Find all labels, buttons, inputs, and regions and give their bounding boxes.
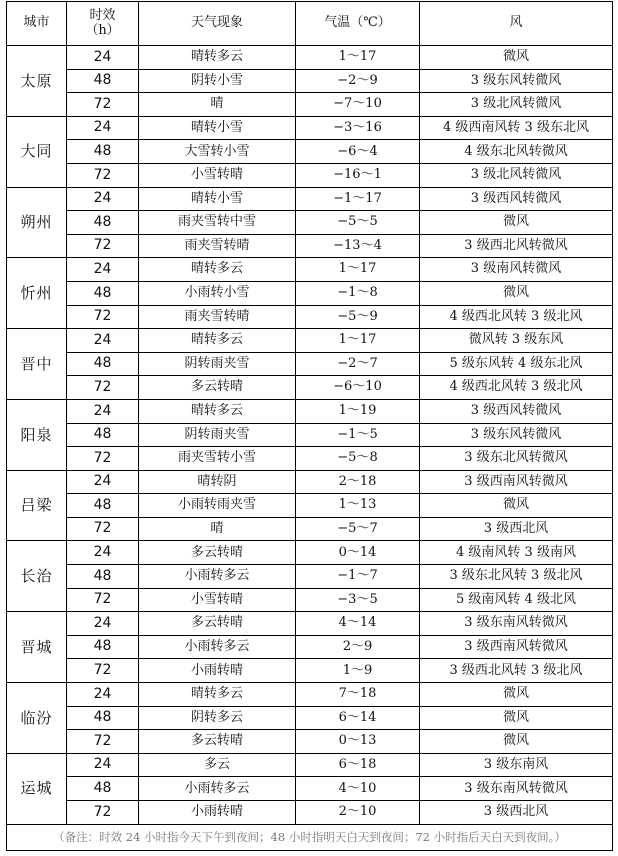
weather-cell: 晴转小雪 xyxy=(139,187,296,211)
hours-cell: 72 xyxy=(67,588,139,612)
weather-cell: 晴 xyxy=(139,517,296,541)
city-name: 阳泉 xyxy=(7,399,67,470)
weather-cell: 晴转小雪 xyxy=(139,116,296,140)
temperature-cell: 0～13 xyxy=(296,730,420,754)
weather-cell: 晴转多云 xyxy=(139,258,296,282)
weather-cell: 小雨转小雪 xyxy=(139,281,296,305)
hours-cell: 48 xyxy=(67,565,139,589)
header-period-line2: （h） xyxy=(85,22,120,38)
wind-cell: 3 级东南风转微风 xyxy=(420,777,613,801)
temperature-cell: 1～17 xyxy=(296,46,420,70)
weather-cell: 阴转多云 xyxy=(139,706,296,730)
hours-cell: 72 xyxy=(67,234,139,258)
header-period-line1: 时效 xyxy=(89,8,116,24)
table-row xyxy=(7,352,613,376)
hours-cell: 48 xyxy=(67,211,139,235)
weather-cell: 多云转晴 xyxy=(139,730,296,754)
temperature-cell: 4～10 xyxy=(296,777,420,801)
temperature-cell: −16～1 xyxy=(296,163,420,187)
hours-cell: 24 xyxy=(67,329,139,353)
table-row xyxy=(7,565,613,589)
temperature-cell: 2～18 xyxy=(296,470,420,494)
weather-cell: 晴转多云 xyxy=(139,399,296,423)
hours-cell: 72 xyxy=(67,376,139,400)
hours-cell: 24 xyxy=(67,116,139,140)
wind-cell: 3 级西风转微风 xyxy=(420,187,613,211)
wind-cell: 微风 xyxy=(420,683,613,707)
weather-cell: 小雨转晴 xyxy=(139,659,296,683)
weather-cell: 雨夹雪转小雪 xyxy=(139,447,296,471)
header-city: 城市 xyxy=(7,2,67,46)
forecast-table-container xyxy=(6,1,613,851)
temperature-cell: 2～10 xyxy=(296,801,420,825)
wind-cell: 4 级西南风转 3 级东北风 xyxy=(420,116,613,140)
hours-cell: 48 xyxy=(67,69,139,93)
table-row xyxy=(7,258,613,282)
hours-cell: 24 xyxy=(67,683,139,707)
table-row xyxy=(7,683,613,707)
temperature-cell: −1～7 xyxy=(296,565,420,589)
header-period xyxy=(67,2,139,46)
temperature-cell: 1～19 xyxy=(296,399,420,423)
weather-cell: 雨夹雪转中雪 xyxy=(139,211,296,235)
temperature-cell: 1～17 xyxy=(296,329,420,353)
temperature-cell: −5～9 xyxy=(296,305,420,329)
table-row xyxy=(7,470,613,494)
weather-cell: 晴转阴 xyxy=(139,470,296,494)
hours-cell: 48 xyxy=(67,494,139,518)
wind-cell: 微风 xyxy=(420,730,613,754)
table-row xyxy=(7,281,613,305)
note-row xyxy=(7,824,613,850)
weather-cell: 雨夹雪转晴 xyxy=(139,305,296,329)
wind-cell: 5 级东风转 4 级东北风 xyxy=(420,352,613,376)
table-row xyxy=(7,399,613,423)
table-row xyxy=(7,801,613,825)
wind-cell: 3 级西南风转微风 xyxy=(420,635,613,659)
temperature-cell: −1～17 xyxy=(296,187,420,211)
table-row xyxy=(7,234,613,258)
hours-cell: 72 xyxy=(67,730,139,754)
temperature-cell: −2～9 xyxy=(296,69,420,93)
city-name: 晋中 xyxy=(7,329,67,400)
table-row xyxy=(7,447,613,471)
weather-cell: 多云 xyxy=(139,753,296,777)
hours-cell: 72 xyxy=(67,93,139,117)
table-row xyxy=(7,541,613,565)
footnote: （备注：时效 24 小时指今天下午到夜间；48 小时指明天白天到夜间；72 小时指后天白天到夜间。） xyxy=(7,824,613,850)
weather-cell: 多云转晴 xyxy=(139,541,296,565)
table-row xyxy=(7,305,613,329)
temperature-cell: −1～8 xyxy=(296,281,420,305)
wind-cell: 微风 xyxy=(420,706,613,730)
hours-cell: 72 xyxy=(67,801,139,825)
table-row xyxy=(7,329,613,353)
wind-cell: 3 级东风转微风 xyxy=(420,423,613,447)
weather-cell: 小雨转多云 xyxy=(139,777,296,801)
weather-cell: 晴转多云 xyxy=(139,329,296,353)
city-name: 长治 xyxy=(7,541,67,612)
table-row xyxy=(7,46,613,70)
wind-cell: 微风 xyxy=(420,281,613,305)
table-row xyxy=(7,116,613,140)
table-row xyxy=(7,494,613,518)
city-name: 太原 xyxy=(7,46,67,117)
temperature-cell: 2～9 xyxy=(296,635,420,659)
table-row xyxy=(7,69,613,93)
hours-cell: 24 xyxy=(67,187,139,211)
temperature-cell: 1～13 xyxy=(296,494,420,518)
table-row xyxy=(7,517,613,541)
temperature-cell: 0～14 xyxy=(296,541,420,565)
city-name: 吕梁 xyxy=(7,470,67,541)
city-name: 运城 xyxy=(7,753,67,824)
weather-cell: 小雨转晴 xyxy=(139,801,296,825)
weather-cell: 小雨转多云 xyxy=(139,565,296,589)
hours-cell: 48 xyxy=(67,352,139,376)
weather-cell: 雨夹雪转晴 xyxy=(139,234,296,258)
table-row xyxy=(7,706,613,730)
hours-cell: 24 xyxy=(67,399,139,423)
hours-cell: 72 xyxy=(67,659,139,683)
temperature-cell: 1～17 xyxy=(296,258,420,282)
wind-cell: 3 级东风转微风 xyxy=(420,69,613,93)
temperature-cell: −3～5 xyxy=(296,588,420,612)
hours-cell: 72 xyxy=(67,517,139,541)
forecast-table xyxy=(6,1,613,851)
wind-cell: 微风 xyxy=(420,494,613,518)
wind-cell: 3 级东北风转 3 级北风 xyxy=(420,565,613,589)
hours-cell: 24 xyxy=(67,470,139,494)
hours-cell: 24 xyxy=(67,612,139,636)
temperature-cell: −6～10 xyxy=(296,376,420,400)
header-row xyxy=(7,2,613,46)
weather-cell: 阴转雨夹雪 xyxy=(139,352,296,376)
wind-cell: 4 级东北风转微风 xyxy=(420,140,613,164)
city-name: 大同 xyxy=(7,116,67,187)
wind-cell: 微风 xyxy=(420,46,613,70)
wind-cell: 3 级东南风转微风 xyxy=(420,612,613,636)
wind-cell: 3 级东北风转微风 xyxy=(420,447,613,471)
hours-cell: 48 xyxy=(67,281,139,305)
hours-cell: 72 xyxy=(67,163,139,187)
temperature-cell: 1～9 xyxy=(296,659,420,683)
wind-cell: 3 级北风转微风 xyxy=(420,93,613,117)
weather-cell: 小雪转晴 xyxy=(139,588,296,612)
table-row xyxy=(7,423,613,447)
weather-cell: 小雨转雨夹雪 xyxy=(139,494,296,518)
wind-cell: 3 级西北风转微风 xyxy=(420,234,613,258)
temperature-cell: −13～4 xyxy=(296,234,420,258)
hours-cell: 48 xyxy=(67,635,139,659)
hours-cell: 72 xyxy=(67,447,139,471)
weather-cell: 阴转小雪 xyxy=(139,69,296,93)
table-row xyxy=(7,753,613,777)
temperature-cell: −5～7 xyxy=(296,517,420,541)
temperature-cell: −3～16 xyxy=(296,116,420,140)
wind-cell: 3 级北风转微风 xyxy=(420,163,613,187)
table-row xyxy=(7,187,613,211)
wind-cell: 4 级西北风转 3 级北风 xyxy=(420,305,613,329)
temperature-cell: −7～10 xyxy=(296,93,420,117)
city-name: 临汾 xyxy=(7,683,67,754)
weather-cell: 晴 xyxy=(139,93,296,117)
hours-cell: 48 xyxy=(67,706,139,730)
table-row xyxy=(7,588,613,612)
hours-cell: 24 xyxy=(67,753,139,777)
header-temperature: 气温（℃） xyxy=(296,2,420,46)
table-row xyxy=(7,163,613,187)
wind-cell: 3 级西北风 xyxy=(420,801,613,825)
hours-cell: 24 xyxy=(67,541,139,565)
header-wind: 风 xyxy=(420,2,613,46)
wind-cell: 3 级东南风 xyxy=(420,753,613,777)
wind-cell: 3 级西风转微风 xyxy=(420,399,613,423)
table-row xyxy=(7,635,613,659)
hours-cell: 24 xyxy=(67,258,139,282)
city-name: 朔州 xyxy=(7,187,67,258)
temperature-cell: 6～18 xyxy=(296,753,420,777)
hours-cell: 72 xyxy=(67,305,139,329)
table-row xyxy=(7,777,613,801)
wind-cell: 4 级西北风转 3 级北风 xyxy=(420,376,613,400)
wind-cell: 4 级南风转 3 级南风 xyxy=(420,541,613,565)
wind-cell: 5 级南风转 4 级北风 xyxy=(420,588,613,612)
weather-cell: 小雨转多云 xyxy=(139,635,296,659)
temperature-cell: 6～14 xyxy=(296,706,420,730)
hours-cell: 48 xyxy=(67,777,139,801)
weather-cell: 多云转晴 xyxy=(139,612,296,636)
wind-cell: 微风 xyxy=(420,211,613,235)
temperature-cell: 7～18 xyxy=(296,683,420,707)
wind-cell: 3 级南风转微风 xyxy=(420,258,613,282)
hours-cell: 24 xyxy=(67,46,139,70)
table-row xyxy=(7,612,613,636)
table-row xyxy=(7,730,613,754)
temperature-cell: −5～8 xyxy=(296,447,420,471)
temperature-cell: −6～4 xyxy=(296,140,420,164)
wind-cell: 微风转 3 级东风 xyxy=(420,329,613,353)
temperature-cell: −5～5 xyxy=(296,211,420,235)
weather-cell: 多云转晴 xyxy=(139,376,296,400)
temperature-cell: −1～5 xyxy=(296,423,420,447)
weather-cell: 晴转多云 xyxy=(139,683,296,707)
weather-cell: 小雪转晴 xyxy=(139,163,296,187)
table-row xyxy=(7,659,613,683)
weather-cell: 大雪转小雪 xyxy=(139,140,296,164)
table-row xyxy=(7,211,613,235)
forecast-body xyxy=(7,46,613,825)
weather-cell: 阴转雨夹雪 xyxy=(139,423,296,447)
header-weather: 天气现象 xyxy=(139,2,296,46)
table-row xyxy=(7,93,613,117)
wind-cell: 3 级西北风转 3 级北风 xyxy=(420,659,613,683)
weather-cell: 晴转多云 xyxy=(139,46,296,70)
wind-cell: 3 级西南风转微风 xyxy=(420,470,613,494)
wind-cell: 3 级西北风 xyxy=(420,517,613,541)
city-name: 晋城 xyxy=(7,612,67,683)
temperature-cell: 4～14 xyxy=(296,612,420,636)
hours-cell: 48 xyxy=(67,140,139,164)
hours-cell: 48 xyxy=(67,423,139,447)
temperature-cell: −2～7 xyxy=(296,352,420,376)
table-row xyxy=(7,140,613,164)
city-name: 忻州 xyxy=(7,258,67,329)
table-row xyxy=(7,376,613,400)
